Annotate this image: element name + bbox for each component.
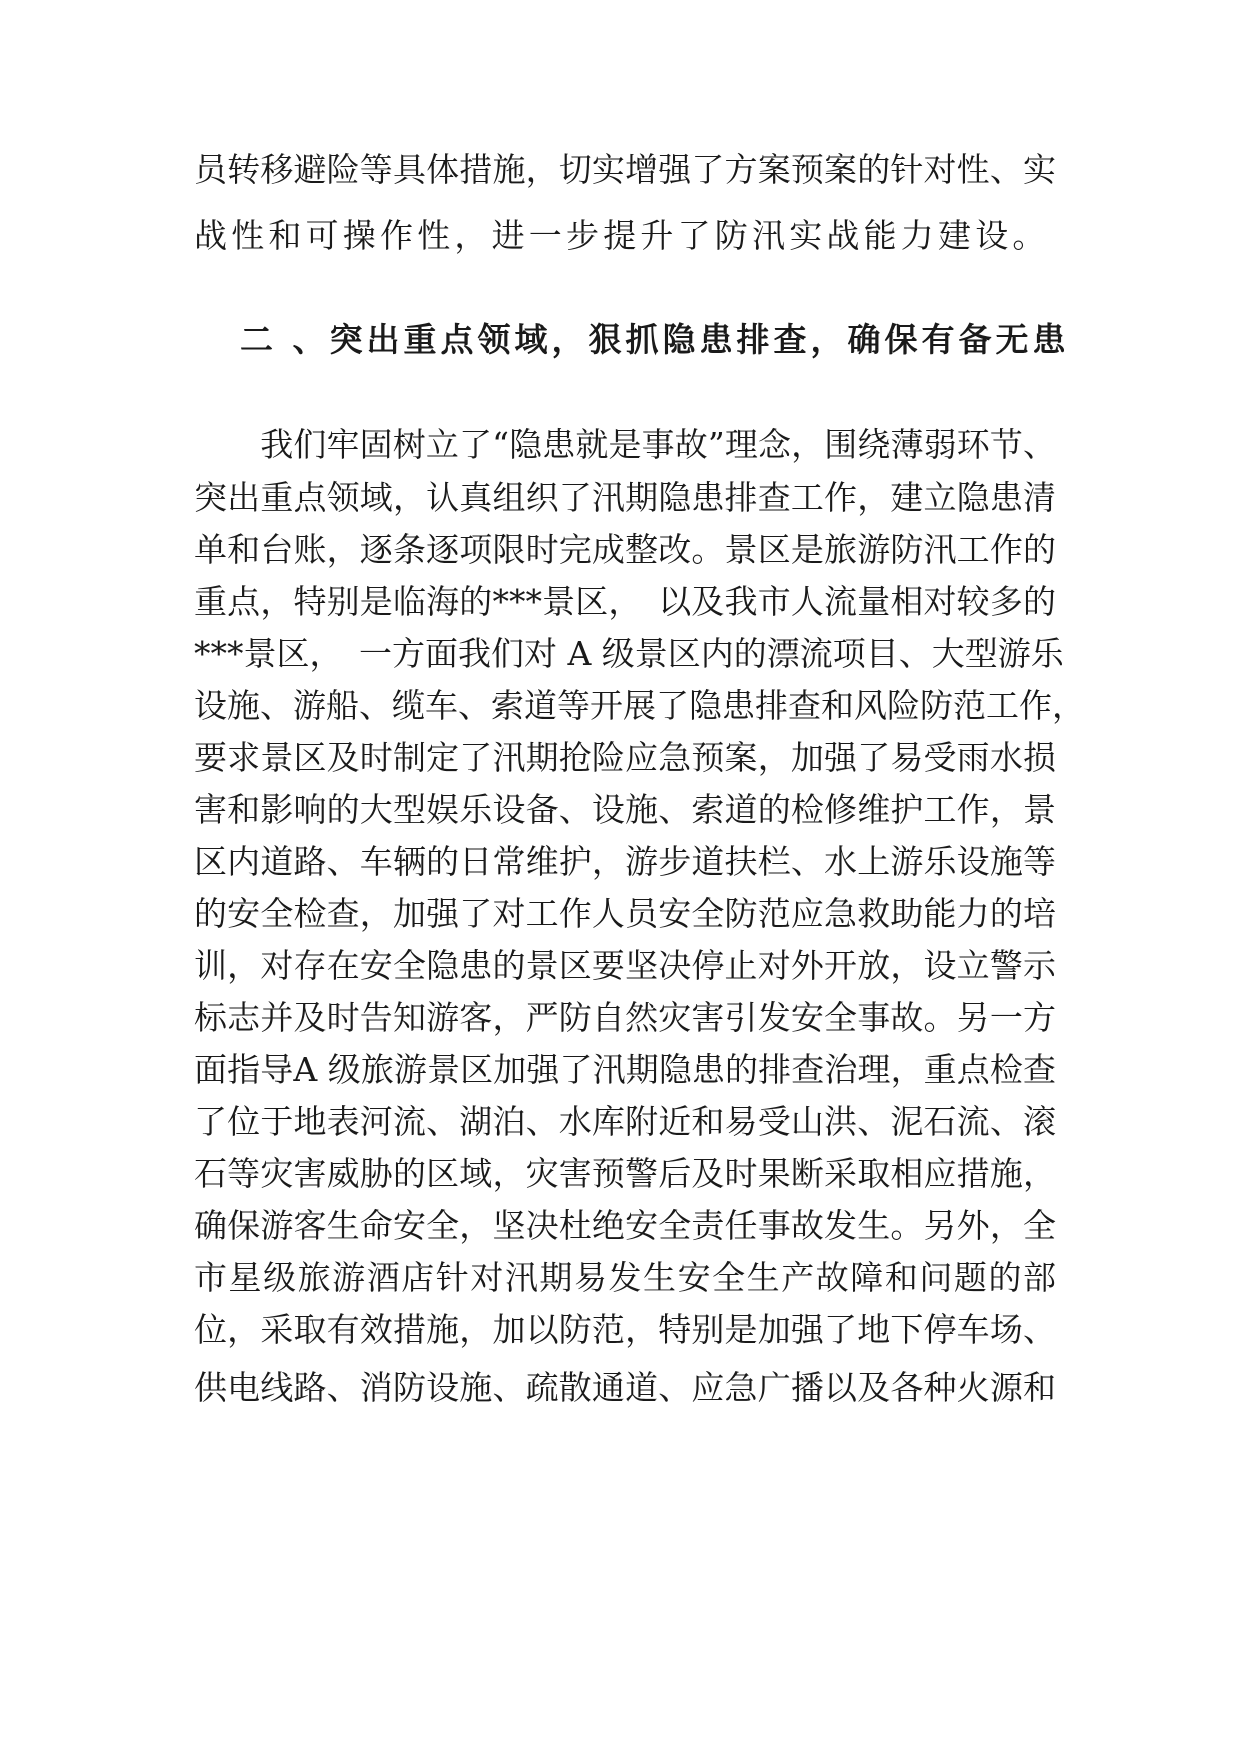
paragraph-line: ***景区， 一方面我们对 A 级景区内的漂流项目、大型游乐 [194,634,1064,673]
paragraph-line: 害和影响的大型娱乐设备、设施、索道的检修维护工作，景 [194,790,1056,829]
section-heading: 二 、突出重点领域，狠抓隐患排查，确保有备无患 [240,320,1070,359]
paragraph-line: 重点，特别是临海的***景区， 以及我市人流量相对较多的 [194,582,1056,621]
paragraph-line: 了位于地表河流、湖泊、水库附近和易受山洪、泥石流、滚 [194,1102,1056,1141]
paragraph-line: 设施、游船、缆车、索道等开展了隐患排查和风险防范工作， [194,686,1085,725]
paragraph-line: 标志并及时告知游客，严防自然灾害引发安全事故。另一方 [194,998,1056,1037]
paragraph-line: 确保游客生命安全，坚决杜绝安全责任事故发生。另外，全 [194,1206,1056,1245]
paragraph-line: 面指导A 级旅游景区加强了汛期隐患的排查治理，重点检查 [194,1050,1056,1089]
body-line: 员转移避险等具体措施，切实增强了方案预案的针对性、实 [194,150,1056,189]
paragraph-line: 训，对存在安全隐患的景区要坚决停止对外开放，设立警示 [194,946,1056,985]
paragraph-line: 我们牢固树立了“隐患就是事故”理念，围绕薄弱环节、 [194,425,1056,464]
body-line: 战性和可操作性，进一步提升了防汛实战能力建设。 [194,216,1050,255]
paragraph-line: 要求景区及时制定了汛期抢险应急预案，加强了易受雨水损 [194,738,1056,777]
paragraph-line: 突出重点领域，认真组织了汛期隐患排查工作，建立隐患清 [194,478,1056,517]
paragraph-line: 的安全检查，加强了对工作人员安全防范应急救助能力的培 [194,894,1056,933]
paragraph-line: 位，采取有效措施，加以防范，特别是加强了地下停车场、 [194,1310,1056,1349]
paragraph-line: 市星级旅游酒店针对汛期易发生安全生产故障和问题的部 [194,1258,1056,1297]
paragraph-line: 石等灾害威胁的区域，灾害预警后及时果断采取相应措施， [194,1154,1056,1193]
paragraph-line: 区内道路、车辆的日常维护，游步道扶栏、水上游乐设施等 [194,842,1056,881]
paragraph-line: 单和台账，逐条逐项限时完成整改。景区是旅游防汛工作的 [194,530,1056,569]
paragraph-line: 供电线路、消防设施、疏散通道、应急广播以及各种火源和 [194,1368,1056,1407]
